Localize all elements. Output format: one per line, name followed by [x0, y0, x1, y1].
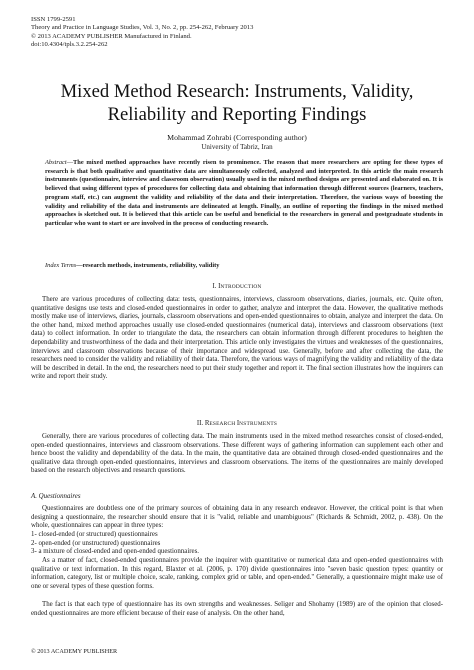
questionnaires-paragraph	[31, 505, 443, 531]
paper-title	[20, 81, 454, 126]
strengths-paragraph	[31, 601, 443, 618]
copyright-line: © 2013 ACADEMY PUBLISHER Manufactured in Finland.	[31, 32, 192, 40]
introduction-text: There are various procedures of collecting data: tests, questionnaires, interviews, classroom observations, diaries, journals, etc. Quite often, quantitative designs use tests and closed-ended questionnaires in order to gather, analyze and interpret the data. However, the qualitative methods mostly make use of interviews, diaries, journals, classroom observations and open-ended questionnaires to obtain, analyze and interpret the data. On the other hand, mixed method approaches usually use closed-ended questionnaires (numerical data), interviews and classroom observations (text data) to collect information. In order to triangulate the data, the researchers can obtain information through different procedures to heighten the dependability and trustworthiness of the dada and their interpretation. This article only investigates the virtues and weaknesses of the questionnaires, interviews and classroom observations because of their importance and widespread use. Generally, before and after collecting the data, the researchers need to consider the validity and reliability of their data. Therefore, the various ways of magnifying the validity and reliability of the data will be described in detail. In the end, the researchers need to put their study together and report it. The final section illustrates how the inquirers can write and report their study.	[31, 296, 443, 381]
issn: ISSN 1799-2591	[31, 16, 76, 23]
section-numeral: I.	[212, 283, 217, 290]
journal-header	[31, 16, 441, 50]
index-terms-text: research methods, instruments, reliability, validity	[82, 262, 220, 269]
journal-citation: Theory and Practice in Language Studies, Vol. 3, No. 2, pp. 254-262, February 2013	[31, 24, 254, 32]
publisher-footer: © 2013 ACADEMY PUBLISHER	[31, 648, 118, 655]
section-initial: I	[218, 283, 221, 290]
title-line-1: Mixed Method Research: Instruments, Validity,	[60, 81, 414, 102]
strengths-text: The fact is that each type of questionnaire has its own strengths and weaknesses. Seliger and Shohamy (1989) are of the opinion that closed-ended questionnaires are more efficient because of their ease of analysis. On the other hand,	[31, 601, 443, 617]
abstract-text: The mixed method approaches have recently risen to prominence. The reason that more researchers are opting for these types of research is that both qualitative and quantitative data are simultaneously collected, analyzed and interpreted. In this article the main research instruments (questionnaire, interview and classroom observation) usually used in the mixed method designs are presented and elaborated on. It is believed that using different types of procedures for collecting data and obtaining that information through different sources (learners, teachers, program staff, etc.) can augment the validity and reliability of the data and their interpretation. Therefore, the various ways of boosting the validity and reliability of the data and instruments are delineated at length. Finally, an outline of reporting the findings in the mixed method approaches is sketched out. It is believed that this article can be useful and beneficial to the researchers in general and postgraduate students in particular who want to start or are involved in the process of conducting research.	[45, 159, 443, 227]
author-affiliation: University of Tabriz, Iran	[201, 143, 273, 151]
questionnaires-text: Questionnaires are doubtless one of the primary sources of obtaining data in any research endeavor. However, the critical point is that when designing a questionnaire, the researcher should ensure that it is "valid, reliable and unambiguous" (Richards & Schmidt, 2002, p. 438). On the whole, questionnaires can appear in three types:	[31, 505, 443, 530]
section-initial-2: I	[236, 420, 240, 427]
section-numeral: II.	[196, 420, 204, 427]
section-initial: R	[204, 420, 210, 427]
section-smallcaps-2: NSTRUMENTS	[239, 421, 278, 427]
author-name: Mohammad Zohrabi (Corresponding author)	[167, 133, 307, 142]
abstract-dash: —	[66, 159, 74, 166]
index-terms-dash: —	[76, 262, 83, 269]
list-item: 3- a mixture of closed-ended and open-ended questionnaires.	[31, 548, 199, 556]
section-heading-introduction	[20, 283, 454, 291]
closed-ended-paragraph	[31, 557, 443, 591]
section-heading-research-instruments	[20, 420, 454, 428]
index-terms-label: Index Terms	[45, 262, 77, 269]
list-item: 2- open-ended (or unstructured) questionnaires	[31, 539, 161, 547]
subsection-heading-questionnaires: A. Questionnaires	[31, 493, 81, 500]
list-item: 1- closed-ended (or structured) questionnaires	[31, 531, 158, 538]
instruments-paragraph	[31, 433, 443, 476]
closed-ended-text: As a matter of fact, closed-ended questionnaires provide the inquirer with quantitative or numerical data and open-ended questionnaires with qualitative or text information. In this regard, Blaxter et al. (2006, p. 170) divide questionnaires into "seven basic question types: quantity or information, category, list or multiple choice, scale, ranking, complex grid or table, and open-ended." Generally, a questionnaire might make use of one or several types of these question forms.	[31, 557, 443, 590]
title-line-2: Reliability and Reporting Findings	[107, 103, 367, 125]
abstract-label: Abstract	[45, 159, 67, 166]
index-terms	[45, 262, 443, 270]
introduction-paragraph	[31, 296, 443, 382]
section-smallcaps: NTRODUCTION	[220, 284, 262, 290]
instruments-text: Generally, there are various procedures of collecting data. The main instruments used in the mixed method researches consist of closed-ended, open-ended questionnaires, interviews and classroom observations. These different ways of gathering information can supplement each other and hence boost the validity and dependability of the data. In the main, the quantitative data are obtained through closed-ended questionnaires and the qualitative data through open-ended questionnaires, interviews and classroom observations. The items of the questionnaires are mainly developed based on the research objectives and research questions.	[31, 433, 443, 475]
doi: doi:10.4304/tpls.3.2.254-262	[31, 41, 108, 49]
section-smallcaps: ESEARCH	[209, 421, 237, 427]
abstract	[45, 159, 443, 229]
